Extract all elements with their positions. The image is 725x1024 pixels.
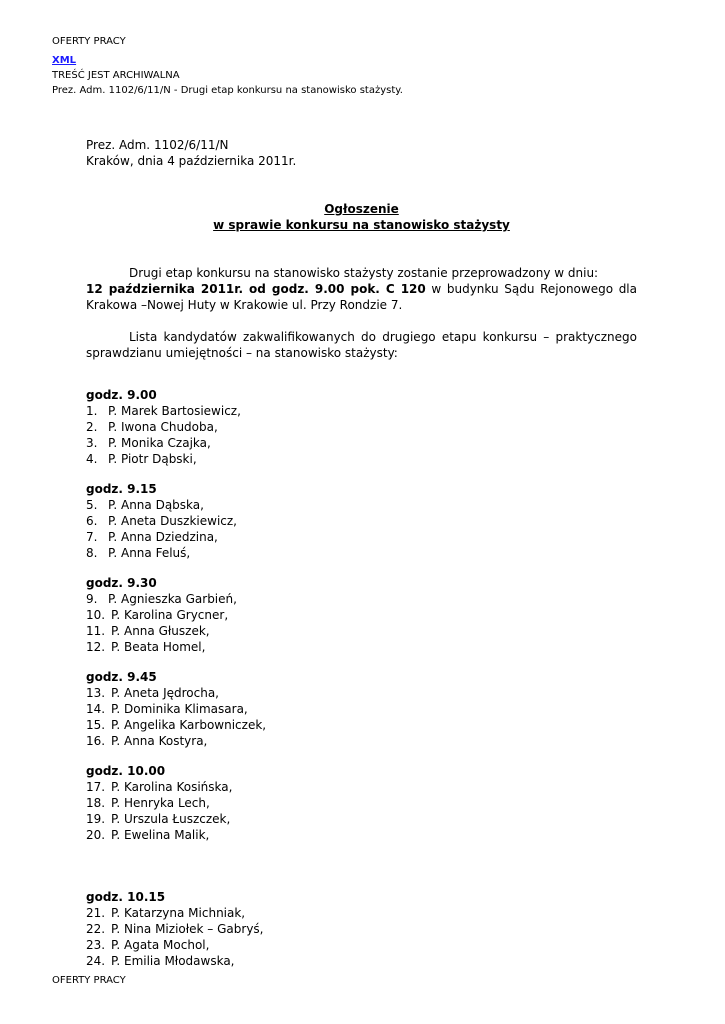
candidate-list: [86, 387, 637, 969]
candidate-name: P. Nina Miziołek – Gabryś,: [111, 922, 264, 936]
list-item: [86, 513, 637, 529]
list-item: [86, 545, 637, 561]
list-item: [86, 717, 637, 733]
time-slot-heading: godz. 10.00: [86, 764, 166, 778]
candidate-name: P. Marek Bartosiewicz,: [108, 404, 241, 418]
candidate-name: P. Angelika Karbowniczek,: [111, 718, 267, 732]
xml-link-text[interactable]: XML: [52, 55, 77, 66]
candidate-name: P. Anna Głuszek,: [111, 624, 210, 638]
list-item-number: 24.: [86, 954, 106, 968]
list-item: [86, 529, 637, 545]
list-item-number: 6.: [86, 514, 98, 528]
list-item-number: 11.: [86, 624, 106, 638]
candidate-name: P. Anna Feluś,: [108, 546, 191, 560]
list-item: [86, 685, 637, 701]
list-item: [86, 451, 637, 467]
list-item: [86, 701, 637, 717]
candidate-group: [86, 591, 637, 655]
candidate-name: P. Anna Kostyra,: [111, 734, 208, 748]
list-item: [86, 827, 637, 843]
list-item: [86, 937, 637, 953]
list-item-number: 21.: [86, 906, 106, 920]
list-item-number: 10.: [86, 608, 106, 622]
candidate-group: [86, 905, 637, 969]
announcement-heading: Ogłoszenie: [324, 202, 399, 216]
candidate-name: P. Anna Dąbska,: [108, 498, 204, 512]
list-item: [86, 607, 637, 623]
list-item-number: 22.: [86, 922, 106, 936]
list-item-number: 20.: [86, 828, 106, 842]
list-item-number: 4.: [86, 452, 98, 466]
archive-note: TREŚĆ JEST ARCHIWALNA: [52, 70, 180, 81]
candidate-name: P. Beata Homel,: [111, 640, 206, 654]
list-item-number: 1.: [86, 404, 98, 418]
list-item: [86, 811, 637, 827]
candidate-name: P. Aneta Duszkiewicz,: [108, 514, 237, 528]
time-slot-heading: godz. 9.00: [86, 388, 157, 402]
list-item-number: 17.: [86, 780, 106, 794]
time-slot-heading: godz. 9.15: [86, 482, 157, 496]
ref-number: Prez. Adm. 1102/6/11/N: [86, 138, 229, 152]
candidate-name: P. Anna Dziedzina,: [108, 530, 218, 544]
list-item: [86, 905, 637, 921]
candidate-name: P. Monika Czajka,: [108, 436, 211, 450]
candidate-name: P. Urszula Łuszczek,: [111, 812, 231, 826]
list-item-number: 19.: [86, 812, 106, 826]
list-item: [86, 953, 637, 969]
list-item: [86, 795, 637, 811]
time-slot-heading: godz. 9.30: [86, 576, 157, 590]
candidate-name: P. Agata Mochol,: [111, 938, 210, 952]
list-item: [86, 497, 637, 513]
candidate-name: P. Katarzyna Michniak,: [111, 906, 246, 920]
time-slot-heading: godz. 10.15: [86, 890, 166, 904]
announcement-subheading: w sprawie konkursu na stanowisko stażysty: [213, 218, 510, 232]
list-item-number: 7.: [86, 530, 98, 544]
candidate-name: P. Karolina Grycner,: [111, 608, 229, 622]
candidate-name: P. Aneta Jędrocha,: [111, 686, 219, 700]
list-item: [86, 419, 637, 435]
paragraph-1-location: w budynku Sądu Rejonowego dla Krakowa –Nowej Huty w Krakowie ul. Przy Rondzie 7.: [86, 282, 637, 312]
list-item-number: 3.: [86, 436, 98, 450]
candidate-group: [86, 685, 637, 749]
xml-link[interactable]: [52, 55, 76, 67]
document-reference: Prez. Adm. 1102/6/11/N - Drugi etap konkursu na stanowisko stażysty.: [52, 85, 403, 96]
time-slot-heading: godz. 9.45: [86, 670, 157, 684]
list-item-number: 9.: [86, 592, 98, 606]
list-item-number: 15.: [86, 718, 106, 732]
paragraph-1-intro: Drugi etap konkursu na stanowisko stażysty zostanie przeprowadzony w dniu:: [129, 266, 599, 280]
list-item: [86, 403, 637, 419]
list-item-number: 2.: [86, 420, 98, 434]
list-item: [86, 921, 637, 937]
paragraph-1-date: 12 października 2011r. od godz. 9.00 pok. C 120: [86, 282, 426, 296]
list-item-number: 14.: [86, 702, 106, 716]
list-item: [86, 623, 637, 639]
candidate-name: P. Iwona Chudoba,: [108, 420, 218, 434]
candidate-name: P. Ewelina Malik,: [111, 828, 210, 842]
list-item-number: 16.: [86, 734, 106, 748]
paragraph-1: [86, 265, 637, 313]
list-item-number: 12.: [86, 640, 106, 654]
candidate-group: [86, 497, 637, 561]
candidate-name: P. Henryka Lech,: [111, 796, 210, 810]
page-header-title: OFERTY PRACY: [52, 36, 126, 47]
list-item-number: 13.: [86, 686, 106, 700]
candidate-name: P. Piotr Dąbski,: [108, 452, 197, 466]
paragraph-2: Lista kandydatów zakwalifikowanych do drugiego etapu konkursu – praktycznego sprawdzianu umiejętności – na stanowisko stażysty:: [86, 330, 637, 360]
candidate-name: P. Dominika Klimasara,: [111, 702, 248, 716]
list-item: [86, 435, 637, 451]
candidate-name: P. Emilia Młodawska,: [111, 954, 235, 968]
list-item-number: 23.: [86, 938, 106, 952]
list-item-number: 8.: [86, 546, 98, 560]
list-item: [86, 779, 637, 795]
page-footer: OFERTY PRACY: [52, 975, 126, 986]
candidate-group: [86, 779, 637, 843]
candidate-group: [86, 403, 637, 467]
candidate-name: P. Agnieszka Garbień,: [108, 592, 237, 606]
place-date: Kraków, dnia 4 października 2011r.: [86, 154, 297, 168]
list-item-number: 5.: [86, 498, 98, 512]
document-body: [86, 137, 637, 969]
candidate-name: P. Karolina Kosińska,: [111, 780, 233, 794]
list-item: [86, 591, 637, 607]
list-item-number: 18.: [86, 796, 106, 810]
list-item: [86, 733, 637, 749]
list-item: [86, 639, 637, 655]
